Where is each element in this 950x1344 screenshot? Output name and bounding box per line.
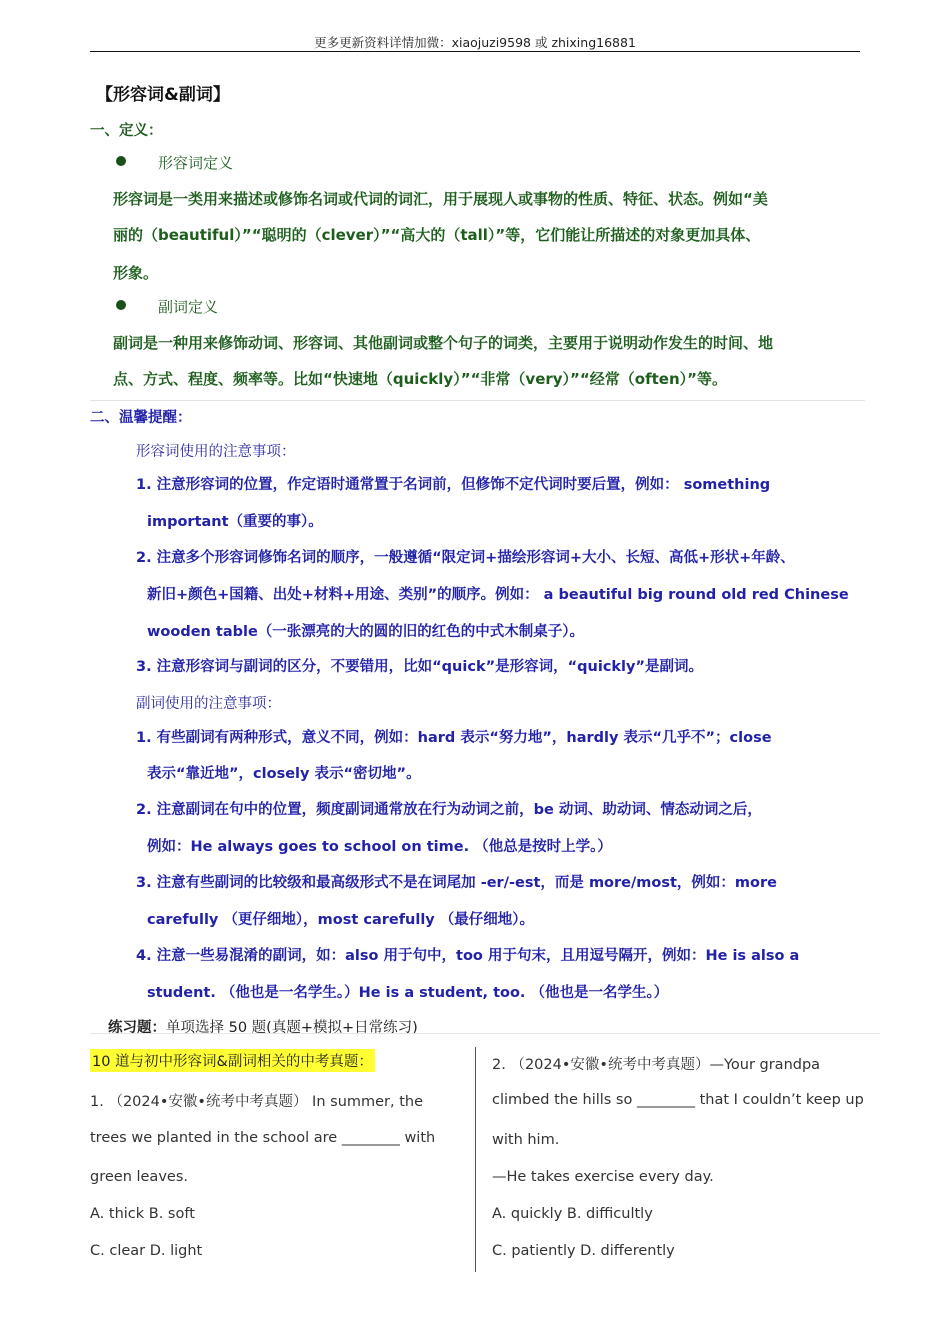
adv-definition-heading: 副词定义 — [158, 298, 219, 316]
q1-line: green leaves. — [90, 1169, 188, 1185]
column-divider — [475, 1047, 476, 1272]
adj-notes-subheading: 形容词使用的注意事项： — [136, 444, 296, 460]
doc-title: 【形容词&副词】 — [96, 85, 230, 105]
page-header: 更多更新资料详情加微：xiaojuzi9598 或 zhixing16881 — [314, 35, 636, 50]
q2-options-cd: C. patiently D. differently — [492, 1243, 675, 1259]
adj-def-line-2: 丽的（beautiful）”“聪明的（clever）”“高大的（tall）”等，它们能让所描述的对象更加具体、 — [113, 226, 761, 244]
adv-note-line: student. （他也是一名学生。）He is a student, too. （他也是一名学生。） — [147, 985, 669, 1001]
adj-note-line: 1. 注意形容词的位置，作定语时通常置于名词前，但修饰不定代词时要后置，例如： something — [136, 477, 771, 493]
bullet-icon — [116, 156, 126, 166]
q1-options-cd: C. clear D. light — [90, 1243, 203, 1259]
practice-highlight: 10 道与初中形容词&副词相关的中考真题： — [90, 1049, 375, 1072]
q2-line: 2. （2024•安徽•统考中考真题）—Your grandpa — [492, 1057, 821, 1073]
adv-def-line-1: 副词是一种用来修饰动词、形容词、其他副词或整个句子的词类，主要用于说明动作发生的时间、地 — [113, 334, 774, 352]
practice-label: 练习题： — [108, 1020, 166, 1036]
adv-note-line: 例如：He always goes to school on time. （他总是按时上学。） — [147, 839, 612, 855]
adj-definition-heading: 形容词定义 — [158, 154, 234, 172]
q1-line: 1. （2024•安徽•统考中考真题） In summer, the — [90, 1094, 424, 1110]
adj-note-line: 3. 注意形容词与副词的区分，不要错用，比如“quick”是形容词，“quickly”是副词。 — [136, 659, 704, 675]
q1-line: trees we planted in the school are ________ with — [90, 1130, 436, 1146]
q1-options-ab: A. thick B. soft — [90, 1206, 195, 1222]
q2-line: climbed the hills so ________ that I couldn’t keep up — [492, 1092, 864, 1108]
divider — [90, 1033, 880, 1034]
adv-note-line: 2. 注意副词在句中的位置，频度副词通常放在行为动词之前，be 动词、助动词、情态动词之后， — [136, 802, 762, 818]
adv-def-line-2: 点、方式、程度、频率等。比如“快速地（quickly）”“非常（very）”“经常（often）”等。 — [113, 370, 727, 388]
adv-note-line: 3. 注意有些副词的比较级和最高级形式不是在词尾加 -er/-est，而是 more/most，例如：more — [136, 875, 777, 891]
section-1-heading: 一、定义： — [90, 123, 163, 139]
divider — [90, 400, 865, 401]
q2-line: with him. — [492, 1132, 560, 1148]
adj-note-line: 2. 注意多个形容词修饰名词的顺序，一般遵循“限定词+描绘形容词+大小、长短、高低+形状+年龄、 — [136, 550, 795, 566]
adv-notes-subheading: 副词使用的注意事项： — [136, 696, 281, 712]
adv-note-line: 表示“靠近地”，closely 表示“密切地”。 — [147, 766, 421, 782]
bullet-icon — [116, 300, 126, 310]
adj-def-line-1: 形容词是一类用来描述或修饰名词或代词的词汇，用于展现人或事物的性质、特征、状态。例如“美 — [113, 190, 768, 208]
adj-note-line: 新旧+颜色+国籍、出处+材料+用途、类别”的顺序。例如： a beautiful big round old red Chinese — [147, 587, 849, 603]
header-rule — [90, 51, 860, 52]
adv-note-line: 4. 注意一些易混淆的副词，如：also 用于句中，too 用于句末，且用逗号隔开，例如：He is also a — [136, 948, 800, 964]
q2-options-ab: A. quickly B. difficultly — [492, 1206, 653, 1222]
adv-note-line: carefully （更仔细地），most carefully （最仔细地）。 — [147, 912, 535, 928]
q2-line: —He takes exercise every day. — [492, 1169, 714, 1185]
section-2-heading: 二、温馨提醒： — [90, 410, 192, 426]
adj-note-line: wooden table（一张漂亮的大的圆的旧的红色的中式木制桌子）。 — [147, 624, 585, 640]
practice-description: 单项选择 50 题(真题+模拟+日常练习) — [166, 1020, 418, 1036]
adj-def-line-3: 形象。 — [113, 264, 159, 282]
adv-note-line: 1. 有些副词有两种形式，意义不同，例如：hard 表示“努力地”，hardly 表示“几乎不”；close — [136, 730, 772, 746]
adj-note-line: important（重要的事）。 — [147, 514, 323, 530]
